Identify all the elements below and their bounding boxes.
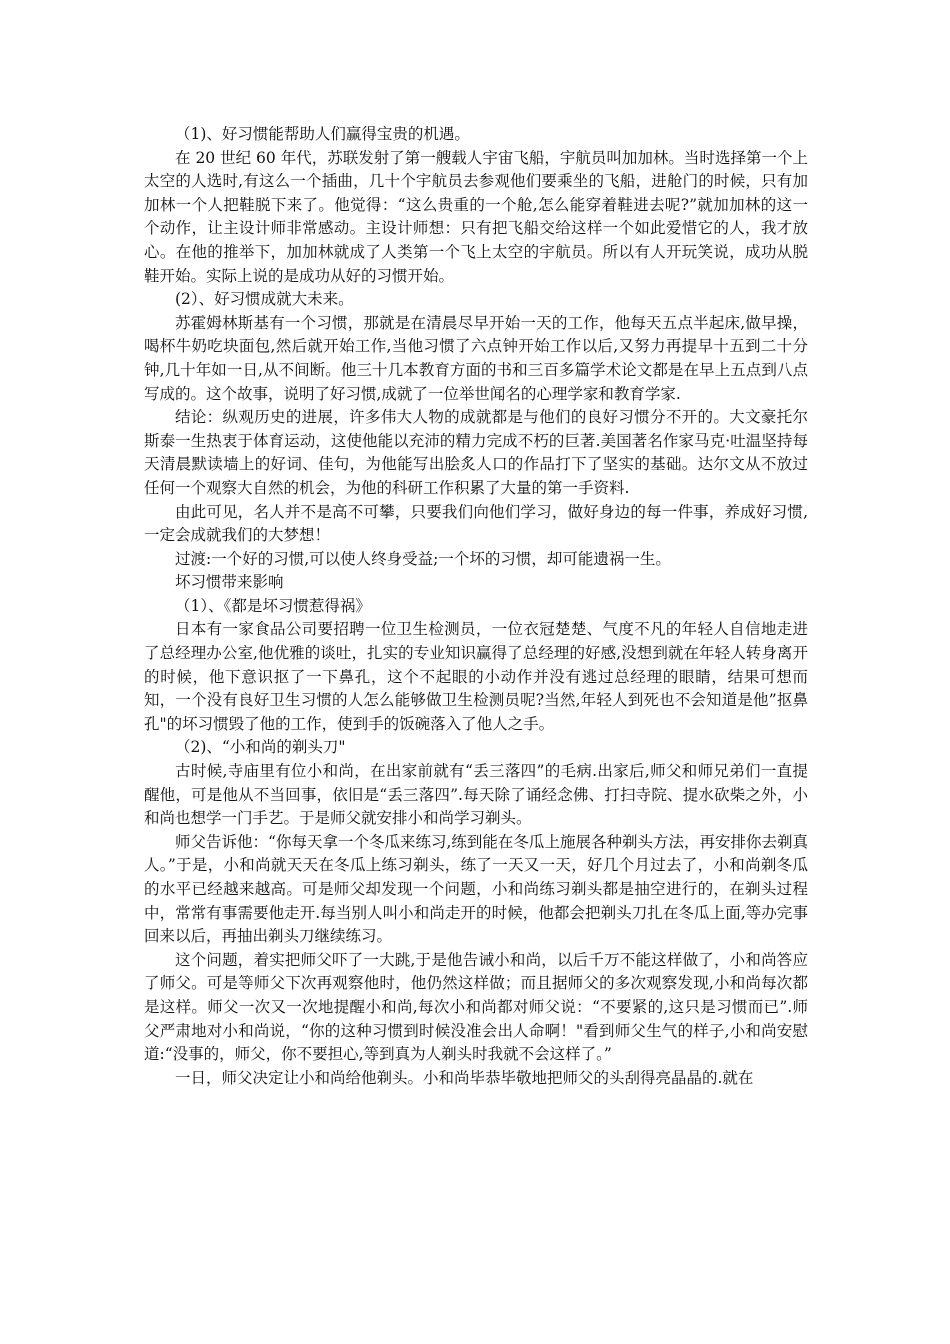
section-heading-4: （2)、“小和尚的剃头刀" <box>175 738 346 757</box>
section-heading-bad-habits: 坏习惯带来影响 <box>175 573 284 592</box>
paragraph-gagarin: 在 20 世纪 60 年代，苏联发射了第一艘载人宇宙飞船，宇航员叫加加林。当时选择第一个上太空的人选时,有这么一个插曲，几十个宇航员去参观他们要乘坐的飞船，进舱门的时候，只有加加林一个人把鞋脱下来了。他觉得：“这么贵重的一个舱,怎么能穿着鞋进去呢?”就加加林的这一个动作，让主设计师非常感动。主设计师想：只有把飞船交给这样一个如此爱惜它的人，我才放心。在他的推举下，加加林就成了人类第一个飞上太空的宇航员。所以有人开玩笑说，成功从脱鞋开始。实际上说的是成功从好的习惯开始。 <box>144 148 808 285</box>
paragraph-conclusion: 结论：纵观历史的进展，许多伟大人物的成就都是与他们的良好习惯分不开的。大文豪托尔斯泰一生热衷于体育运动，这使他能以充沛的精力完成不朽的巨著.美国著名作家马克·吐温坚持每天清晨默读墙上的好词、佳句，为他能写出脍炙人口的作品打下了坚实的基础。达尔文从不放过任何一个观察大自然的机会，为他的科研工作积累了大量的第一手资料. <box>144 408 808 497</box>
paragraph-monk-2: 师父告诉他：“你每天拿一个冬瓜来练习,练到能在冬瓜上施展各种剃头方法，再安排你去剃真人。”于是，小和尚就天天在冬瓜上练习剃头，练了一天又一天，好几个月过去了，小和尚剃冬瓜的水平已经越来越高。可是师父却发现一个问题，小和尚练习剃头都是抽空进行的，在剃头过程中，常常有事需要他走开.每当别人叫小和尚走开的时候，他都会把剃头刀扎在冬瓜上面,等办完事回来以后，再抽出剃头刀继续练习。 <box>144 832 808 946</box>
paragraph-sukhomlinsky: 苏霍姆林斯基有一个习惯，那就是在清晨尽早开始一天的工作，他每天五点半起床,做早操，喝杯牛奶吃块面包,然后就开始工作,当他习惯了六点钟开始工作以后,又努力再提早十五到二十分钟,几十年如一日,从不间断。他三十几本教育方面的书和三百多篇学术论文都是在早上五点到八点写成的。这个故事，说明了好习惯,成就了一位举世闻名的心理学家和教育学家. <box>144 313 808 403</box>
document-page <box>144 123 808 1090</box>
paragraph-monk-3: 这个问题，着实把师父吓了一大跳,于是他告诫小和尚，以后千万不能这样做了，小和尚答应了师父。可是等师父下次再观察他时，他仍然这样做；而且据师父的多次观察发现,小和尚每次都是这样。师父一次又一次地提醒小和尚,每次小和尚都对师父说：“不要紧的,这只是习惯而已”.师父严肃地对小和尚说，“你的这种习惯到时候没准会出人命啊！"看到师父生气的样子,小和尚安慰道:“没事的，师父，你不要担心,等到真为人剃头时我就不会这样了。” <box>144 950 808 1064</box>
section-heading-3: （1）、《都是坏习惯惹得祸》 <box>175 596 371 615</box>
paragraph-inspector: 日本有一家食品公司要招聘一位卫生检测员，一位衣冠楚楚、气度不凡的年轻人自信地走进了总经理办公室,他优雅的谈吐，扎实的专业知识赢得了总经理的好感,没想到就在年轻人转身离开的时候，他下意识抠了一下鼻孔，这个不起眼的小动作并没有逃过总经理的眼睛，结果可想而知，一个没有良好卫生习惯的人怎么能够做卫生检测员呢?当然,年轻人到死也不会知道是他”抠鼻孔"的坏习惯毁了他的工作，使到手的饭碗落入了他人之手。 <box>144 620 808 733</box>
section-heading-2: (2）、好习惯成就大未来。 <box>175 290 354 309</box>
paragraph-summary: 由此可见，名人并不是高不可攀，只要我们向他们学习，做好身边的每一件事，养成好习惯,一定会成就我们的大梦想！ <box>144 502 808 545</box>
paragraph-monk-4: 一日，师父决定让小和尚给他剃头。小和尚毕恭毕敬地把师父的头刮得亮晶晶的.就在 <box>175 1068 754 1087</box>
paragraph-monk-1: 古时候,寺庙里有位小和尚，在出家前就有“丢三落四”的毛病.出家后,师父和师兄弟们一直提醒他，可是他从不当回事，依旧是“丢三落四”.每天除了诵经念佛、打扫寺院、提水砍柴之外，小和尚也想学一门手艺。于是师父就安排小和尚学习剃头。 <box>144 762 808 828</box>
paragraph-transition: 过渡:一个好的习惯,可以使人终身受益;一个坏的习惯，却可能遗祸一生。 <box>175 549 671 568</box>
section-heading-1: （1)、好习惯能帮助人们赢得宝贵的机遇。 <box>175 125 470 143</box>
